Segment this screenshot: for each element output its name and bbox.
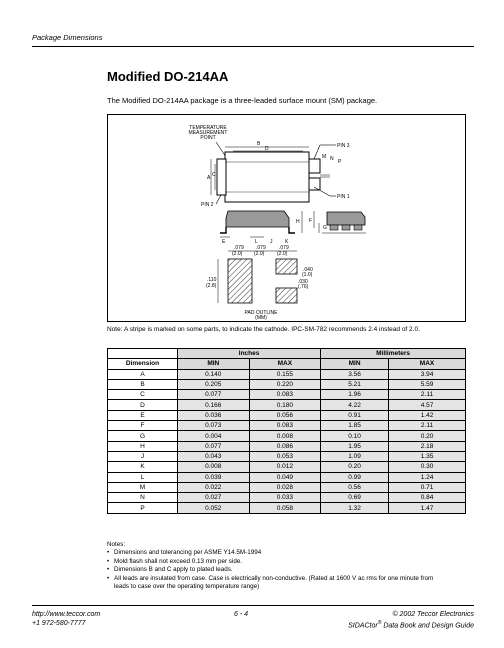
cell-mm-min: 1.85 xyxy=(321,421,389,431)
cell-dimension: C xyxy=(108,390,178,400)
cell-in-min: 0.036 xyxy=(178,410,250,420)
cell-in-max: 0.053 xyxy=(249,451,321,461)
notes-list xyxy=(107,549,437,591)
pad-small-bottom xyxy=(276,288,297,303)
col-in-min: MIN xyxy=(178,359,250,369)
cell-in-min: 0.039 xyxy=(178,472,250,482)
footer-copyright: © 2002 Teccor Electronics xyxy=(392,611,474,618)
side-view xyxy=(220,211,302,245)
note-item: • Dimensions B and C apply to plated leads. xyxy=(107,566,437,574)
cell-in-max: 0.058 xyxy=(249,503,321,513)
cell-in-max: 0.155 xyxy=(249,369,321,379)
dimensions-table xyxy=(107,348,466,514)
cell-mm-min: 1.96 xyxy=(321,390,389,400)
pad-outline-units: (MM) xyxy=(255,315,267,321)
pad-outline xyxy=(206,245,313,321)
figure-note: Note: A stripe is marked on some parts, to indicate the cathode. IPC-SM-782 recommends 2.4 instead of 2.0. xyxy=(107,326,420,333)
table-row xyxy=(108,451,466,461)
cell-in-max: 0.008 xyxy=(249,431,321,441)
cell-in-min: 0.004 xyxy=(178,431,250,441)
cell-mm-max: 4.57 xyxy=(389,400,466,410)
cell-mm-max: 2.11 xyxy=(389,390,466,400)
table-body xyxy=(108,369,466,513)
col-in-max: MAX xyxy=(249,359,321,369)
notes-block xyxy=(107,541,437,591)
pad-outline-label: PAD OUTLINE xyxy=(244,310,278,316)
cell-dimension: H xyxy=(108,441,178,451)
cell-mm-max: 2.11 xyxy=(389,421,466,431)
cell-in-max: 0.028 xyxy=(249,482,321,492)
dim-letter-h: H xyxy=(296,219,300,225)
dim-letter-a: A xyxy=(207,175,211,181)
table-group-header xyxy=(108,349,466,359)
table-row xyxy=(108,462,466,472)
table-row xyxy=(108,472,466,482)
col-mm-min: MIN xyxy=(321,359,389,369)
temp-label-3: POINT xyxy=(200,135,216,141)
dim-letter-b: B xyxy=(257,141,261,147)
table-row xyxy=(108,421,466,431)
cell-mm-min: 1.95 xyxy=(321,441,389,451)
cell-mm-min: 3.56 xyxy=(321,369,389,379)
cell-mm-min: 5.21 xyxy=(321,379,389,389)
table-row xyxy=(108,431,466,441)
cell-in-max: 0.012 xyxy=(249,462,321,472)
dim-letter-l: L xyxy=(255,239,258,245)
cell-mm-min: 0.69 xyxy=(321,493,389,503)
cell-mm-max: 1.42 xyxy=(389,410,466,420)
cell-dimension: G xyxy=(108,431,178,441)
pin3-lead xyxy=(309,159,320,173)
dim-letter-p: P xyxy=(338,159,342,165)
pad-w1: .079 xyxy=(234,245,244,251)
pin2-lead xyxy=(217,159,226,195)
cell-in-max: 0.033 xyxy=(249,493,321,503)
cell-in-max: 0.049 xyxy=(249,472,321,482)
dim-letter-f: F xyxy=(309,218,313,224)
group-millimeters: Millimeters xyxy=(321,349,466,359)
cell-dimension: N xyxy=(108,493,178,503)
pad-w2: .079 xyxy=(256,245,266,251)
cell-dimension: D xyxy=(108,400,178,410)
table-row xyxy=(108,410,466,420)
footer-book-reg: ® xyxy=(377,620,382,626)
cell-mm-max: 0.20 xyxy=(389,431,466,441)
cell-in-min: 0.027 xyxy=(178,493,250,503)
side-body xyxy=(226,211,289,227)
col-dimension: Dimension xyxy=(108,359,178,369)
cell-mm-max: 3.94 xyxy=(389,369,466,379)
cell-in-min: 0.073 xyxy=(178,421,250,431)
cell-mm-min: 4.22 xyxy=(321,400,389,410)
dim-letter-d: D xyxy=(265,146,269,152)
table-row xyxy=(108,493,466,503)
cell-in-min: 0.166 xyxy=(178,400,250,410)
cell-dimension: K xyxy=(108,462,178,472)
cell-in-min: 0.022 xyxy=(178,482,250,492)
table-corner xyxy=(108,349,178,359)
cell-in-min: 0.140 xyxy=(178,369,250,379)
table-row xyxy=(108,369,466,379)
cell-in-min: 0.052 xyxy=(178,503,250,513)
pad-large xyxy=(228,259,252,303)
cell-dimension: M xyxy=(108,482,178,492)
pad-h-mm: (2.8) xyxy=(206,283,217,289)
pad-s2: .030 xyxy=(298,279,308,285)
cell-mm-max: 0.30 xyxy=(389,462,466,472)
cell-in-max: 0.180 xyxy=(249,400,321,410)
footer-page-number: 6 - 4 xyxy=(234,611,249,618)
group-inches: Inches xyxy=(178,349,321,359)
temp-label-1: TEMPERATURE xyxy=(189,125,227,131)
cell-mm-max: 0.71 xyxy=(389,482,466,492)
table-row xyxy=(108,379,466,389)
table-row xyxy=(108,441,466,451)
cell-mm-max: 1.24 xyxy=(389,472,466,482)
cell-in-max: 0.220 xyxy=(249,379,321,389)
end-view xyxy=(309,211,366,233)
pad-s2-mm: (.76) xyxy=(298,284,309,290)
top-body xyxy=(225,152,309,202)
end-body xyxy=(327,212,365,225)
pad-s1-mm: (1.0) xyxy=(302,272,313,278)
cell-dimension: B xyxy=(108,379,178,389)
footer-rule xyxy=(32,605,474,606)
cell-mm-min: 1.09 xyxy=(321,451,389,461)
cell-dimension: P xyxy=(108,503,178,513)
dim-letter-n: N xyxy=(330,156,334,162)
pad-small-top xyxy=(276,259,297,274)
cell-mm-min: 0.56 xyxy=(321,482,389,492)
notes-heading: Notes: xyxy=(107,541,126,548)
dim-letter-m: M xyxy=(322,154,327,160)
pin1-label: PIN 1 xyxy=(337,194,350,200)
note-item: • All leads are insulated from case. Case is electrically non-conductive. (Rated at 1600 V ac rms for one minute from leads to case over the operating temperature range) xyxy=(107,575,437,592)
footer-url[interactable]: http://www.teccor.com xyxy=(32,611,101,618)
pin1-lead xyxy=(309,178,320,190)
cell-dimension: A xyxy=(108,369,178,379)
temp-label-2: MEASUREMENT xyxy=(188,130,228,136)
cell-dimension: J xyxy=(108,451,178,461)
table-column-header xyxy=(108,359,466,369)
table-row xyxy=(108,482,466,492)
pad-w3: .079 xyxy=(279,245,289,251)
pin2-label: PIN 2 xyxy=(201,202,214,208)
cell-dimension: L xyxy=(108,472,178,482)
cell-mm-max: 1.47 xyxy=(389,503,466,513)
footer-book-name: SIDACtor xyxy=(348,622,378,630)
pin3-label: PIN 3 xyxy=(337,143,350,149)
cell-mm-max: 0.84 xyxy=(389,493,466,503)
footer-right xyxy=(348,610,474,630)
cell-mm-min: 0.20 xyxy=(321,462,389,472)
cell-in-min: 0.008 xyxy=(178,462,250,472)
cell-in-max: 0.056 xyxy=(249,410,321,420)
note-item: • Mold flash shall not exceed 0.13 mm per side. xyxy=(107,558,437,566)
cell-mm-max: 5.59 xyxy=(389,379,466,389)
top-view xyxy=(189,125,350,208)
cell-in-max: 0.083 xyxy=(249,421,321,431)
cell-in-min: 0.077 xyxy=(178,441,250,451)
footer-book-title xyxy=(348,619,474,630)
footer-left xyxy=(32,610,100,628)
dim-letter-g: G xyxy=(323,225,327,231)
table-row xyxy=(108,503,466,513)
page-title: Modified DO-214AA xyxy=(107,69,229,84)
page-header-section: Package Dimensions xyxy=(32,33,103,42)
intro-text: The Modified DO-214AA package is a three-leaded surface mount (SM) package. xyxy=(107,96,378,105)
pad-w3-mm: (2.0) xyxy=(277,251,288,257)
pad-s1: .040 xyxy=(303,267,313,273)
cell-mm-min: 0.10 xyxy=(321,431,389,441)
cell-mm-min: 0.99 xyxy=(321,472,389,482)
cell-dimension: E xyxy=(108,410,178,420)
cell-in-min: 0.043 xyxy=(178,451,250,461)
cell-dimension: F xyxy=(108,421,178,431)
col-mm-max: MAX xyxy=(389,359,466,369)
cell-mm-max: 2.18 xyxy=(389,441,466,451)
package-drawing-svg xyxy=(108,115,465,321)
pad-w1-mm: (2.0) xyxy=(232,251,243,257)
cell-in-min: 0.205 xyxy=(178,379,250,389)
table-row xyxy=(108,390,466,400)
header-rule xyxy=(32,46,474,47)
dim-letter-j: J xyxy=(270,239,273,245)
cell-mm-min: 0.91 xyxy=(321,410,389,420)
cell-mm-max: 1.35 xyxy=(389,451,466,461)
cell-in-max: 0.083 xyxy=(249,390,321,400)
cell-mm-min: 1.32 xyxy=(321,503,389,513)
dim-letter-c: C xyxy=(212,172,216,178)
cell-in-max: 0.086 xyxy=(249,441,321,451)
footer-book-suffix: Data Book and Design Guide xyxy=(381,622,474,630)
note-item: • Dimensions and tolerancing per ASME Y14.5M-1994 xyxy=(107,549,437,557)
table-row xyxy=(108,400,466,410)
cell-in-min: 0.077 xyxy=(178,390,250,400)
pad-w2-mm: (2.0) xyxy=(254,251,265,257)
package-drawing xyxy=(107,114,466,322)
footer-phone: +1 972-580-7777 xyxy=(32,620,86,627)
pad-h: .110 xyxy=(207,277,217,283)
dim-letter-k: K xyxy=(285,239,289,245)
dim-letter-e: E xyxy=(222,239,226,245)
